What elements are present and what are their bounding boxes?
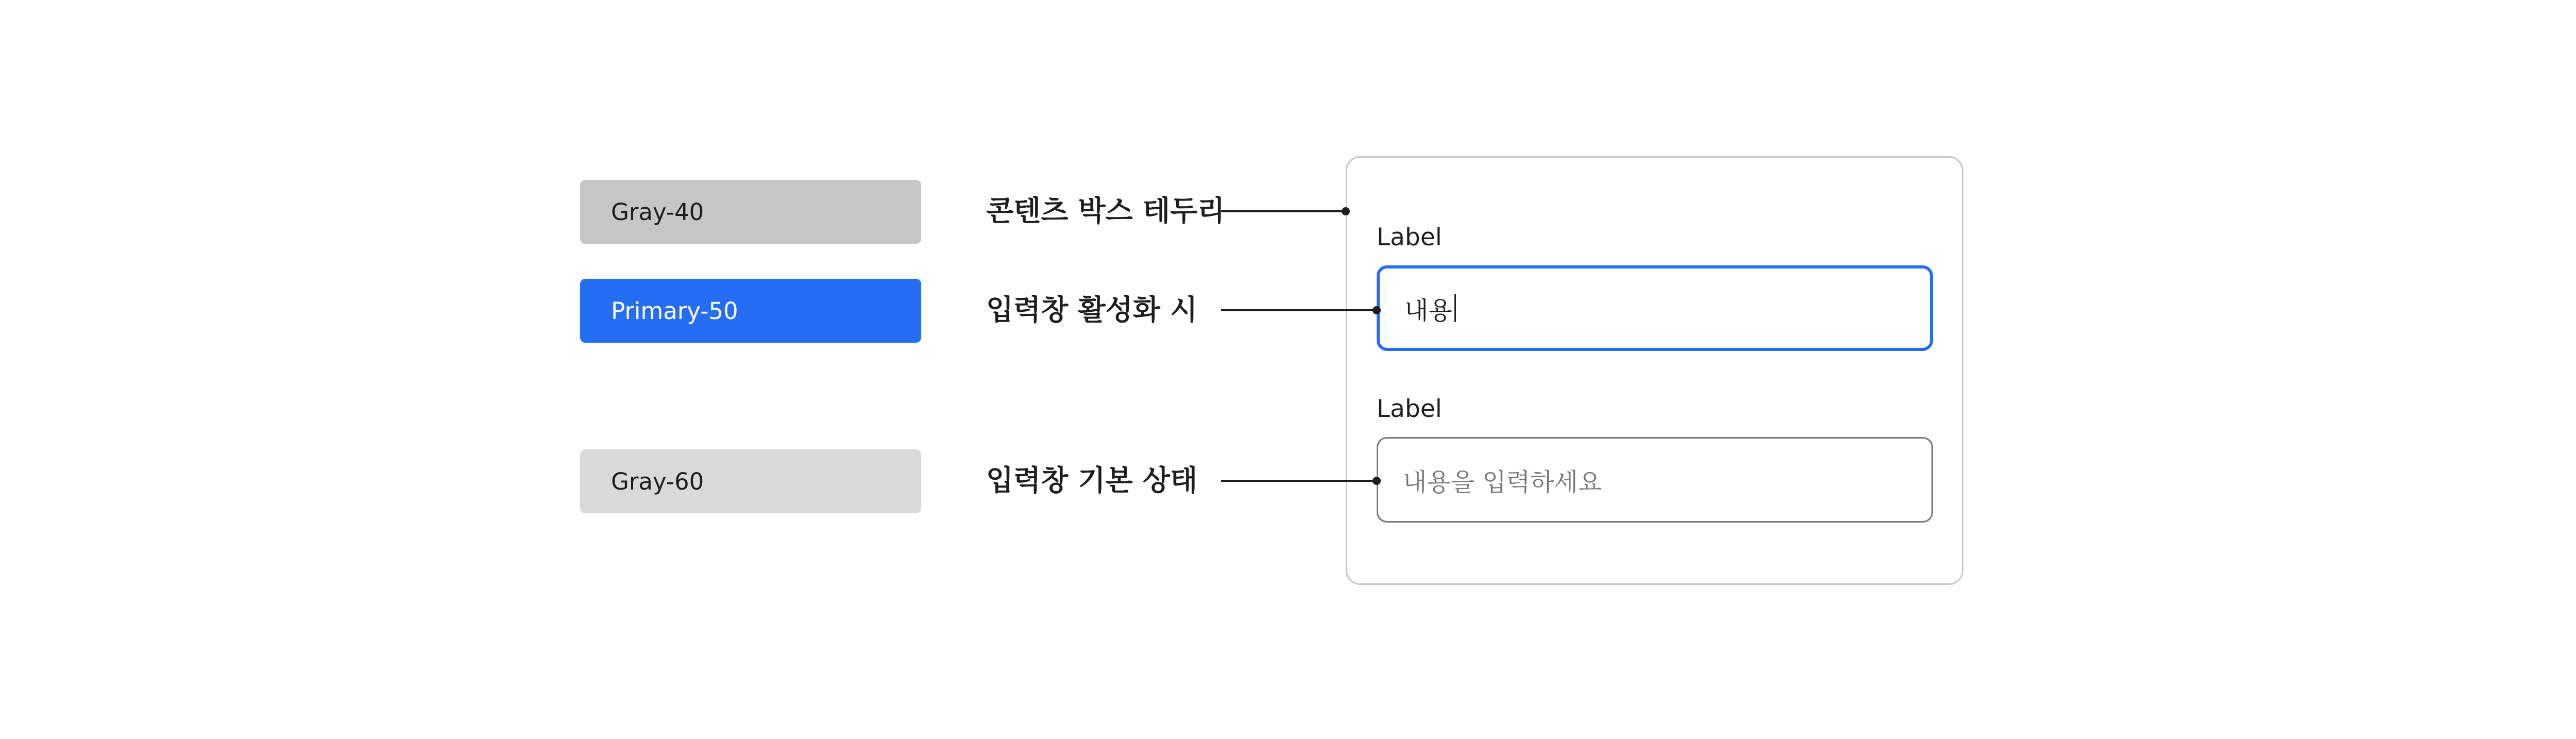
text-caret — [1454, 294, 1456, 322]
swatch-gray-40 — [580, 180, 921, 244]
default-input-placeholder: 내용을 입력하세요 — [1403, 467, 1602, 497]
active-field-label: Label — [1377, 223, 1442, 251]
swatch-gray-60-label: Gray-60 — [611, 467, 704, 495]
swatch-gray-60 — [580, 449, 921, 513]
active-input-value: 내용 — [1404, 296, 1452, 325]
annotation-content-box-border: 콘텐츠 박스 테두리 — [986, 194, 1225, 227]
active-input[interactable] — [1377, 265, 1933, 351]
swatch-primary-50-label: Primary-50 — [611, 297, 738, 325]
default-field-label: Label — [1377, 395, 1442, 423]
annotation-input-active: 입력창 활성화 시 — [986, 293, 1198, 326]
swatch-primary-50 — [580, 279, 921, 343]
annotation-input-default: 입력창 기본 상태 — [986, 464, 1198, 497]
default-input[interactable] — [1377, 437, 1933, 523]
swatch-gray-40-label: Gray-40 — [611, 198, 704, 226]
